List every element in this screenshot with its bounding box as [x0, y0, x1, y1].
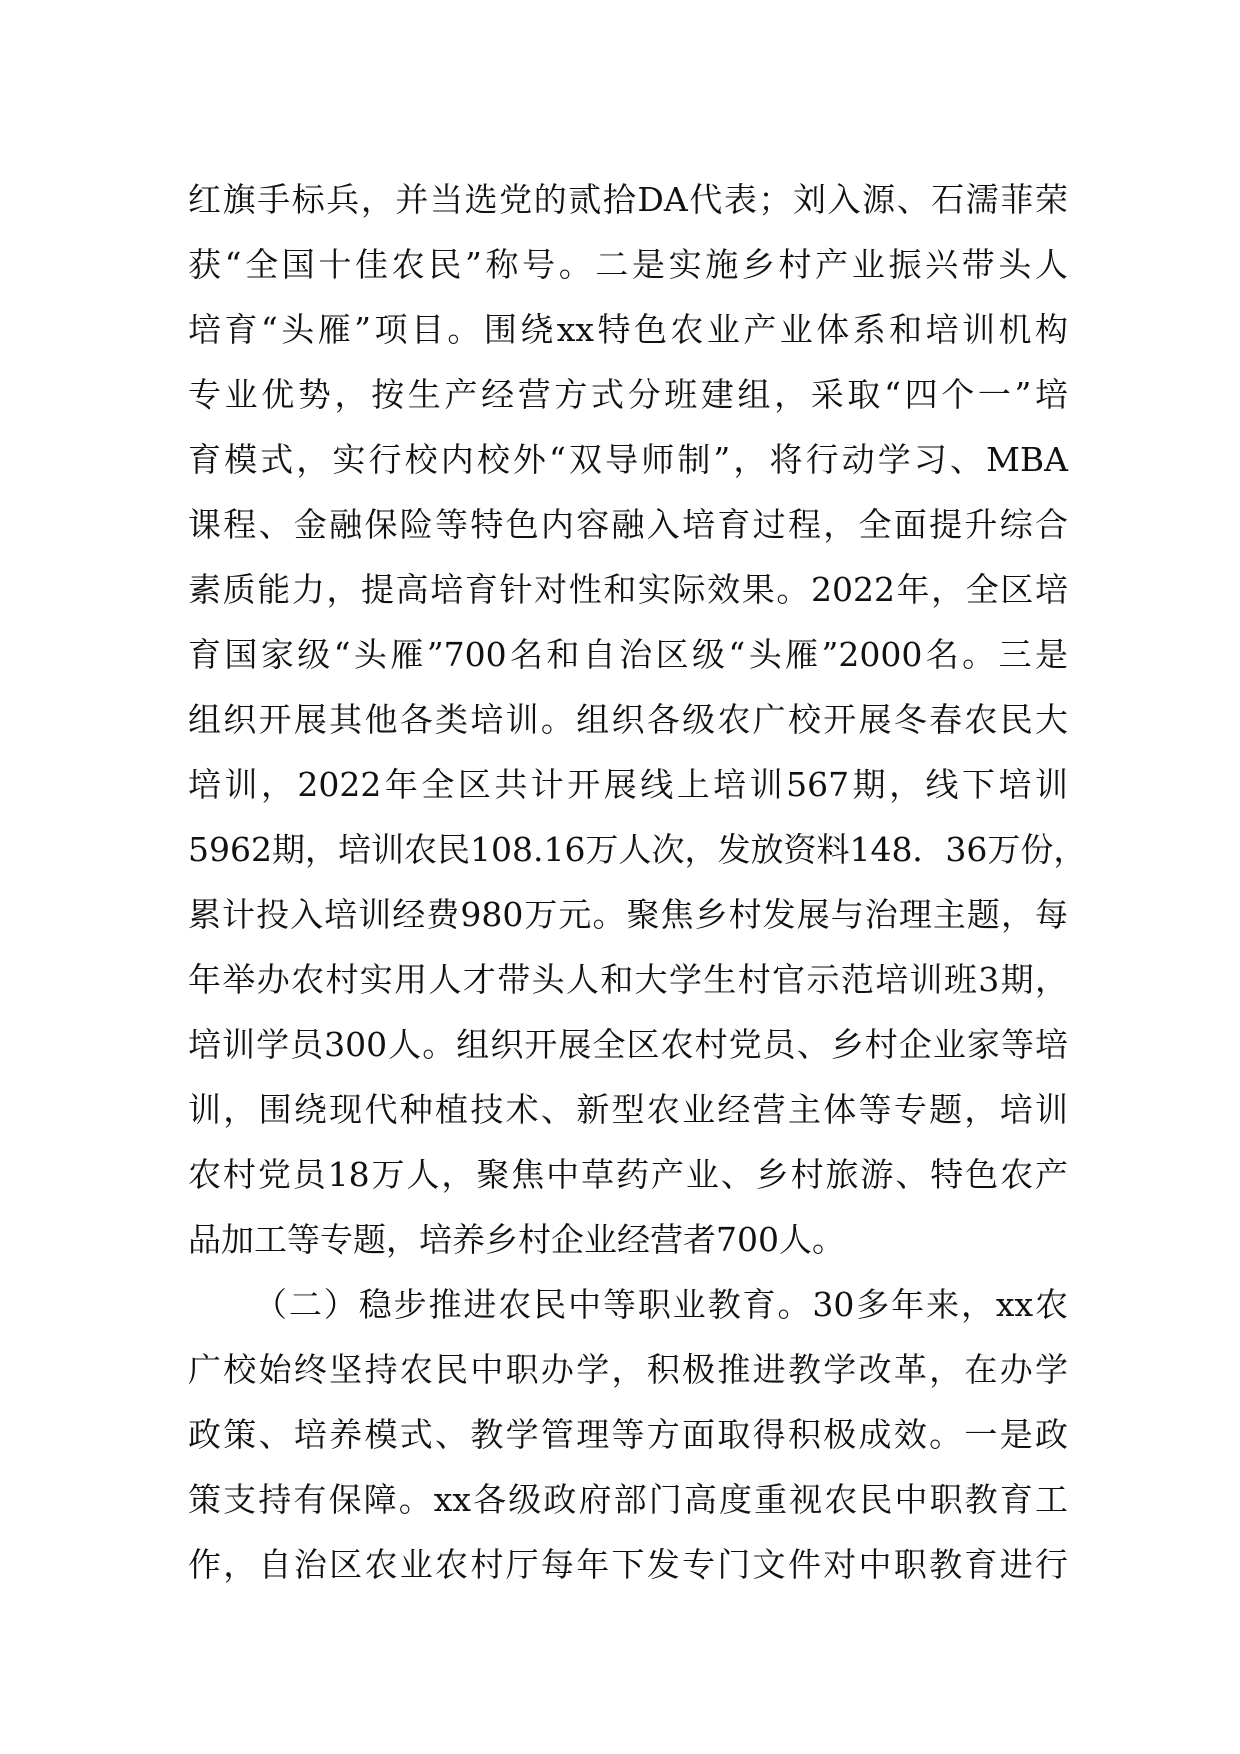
text-line: 培训学员300人。组织开展全区农村党员、乡村企业家等培 — [188, 1025, 1068, 1064]
document-body — [188, 167, 1087, 1597]
text-line: 年举办农村实用人才带头人和大学生村官示范培训班3期， — [188, 960, 1068, 999]
text-line: 育国家级“头雁”700名和自治区级“头雁”2000名。三是 — [188, 635, 1068, 674]
text-line: 累计投入培训经费980万元。聚焦乡村发展与治理主题，每 — [188, 895, 1068, 934]
text-line: 组织开展其他各类培训。组织各级农广校开展冬春农民大 — [188, 700, 1068, 739]
section-heading-line: （二）稳步推进农民中等职业教育。30多年来，xx农 — [254, 1285, 1068, 1324]
text-line: 广校始终坚持农民中职办学，积极推进教学改革，在办学 — [188, 1350, 1068, 1389]
text-line: 品加工等专题，培养乡村企业经营者700人。 — [188, 1220, 845, 1259]
text-line: 课程、金融保险等特色内容融入培育过程，全面提升综合 — [188, 505, 1068, 544]
text-line: 培训，2022年全区共计开展线上培训567期，线下培训 — [188, 765, 1068, 804]
text-line: 育模式，实行校内校外“双导师制”，将行动学习、MBA — [188, 440, 1068, 479]
text-line: 获“全国十佳农民”称号。二是实施乡村产业振兴带头人 — [188, 245, 1068, 284]
text-line: 作，自治区农业农村厅每年下发专门文件对中职教育进行 — [188, 1545, 1068, 1584]
text-line: 5962期，培训农民108.16万人次，发放资料148．36万份， — [188, 830, 1087, 869]
text-line: 红旗手标兵，并当选党的贰拾DA代表；刘入源、石濡菲荣 — [188, 180, 1068, 219]
text-line: 农村党员18万人，聚焦中草药产业、乡村旅游、特色农产 — [188, 1155, 1068, 1194]
text-line: 训，围绕现代种植技术、新型农业经营主体等专题，培训 — [188, 1090, 1068, 1129]
text-line: 政策、培养模式、教学管理等方面取得积极成效。一是政 — [188, 1415, 1068, 1454]
text-line: 专业优势，按生产经营方式分班建组，采取“四个一”培 — [188, 375, 1068, 414]
text-line: 策支持有保障。xx各级政府部门高度重视农民中职教育工 — [188, 1480, 1068, 1519]
text-line: 素质能力，提高培育针对性和实际效果。2022年，全区培 — [188, 570, 1068, 609]
text-line: 培育“头雁”项目。围绕xx特色农业产业体系和培训机构 — [188, 310, 1068, 349]
